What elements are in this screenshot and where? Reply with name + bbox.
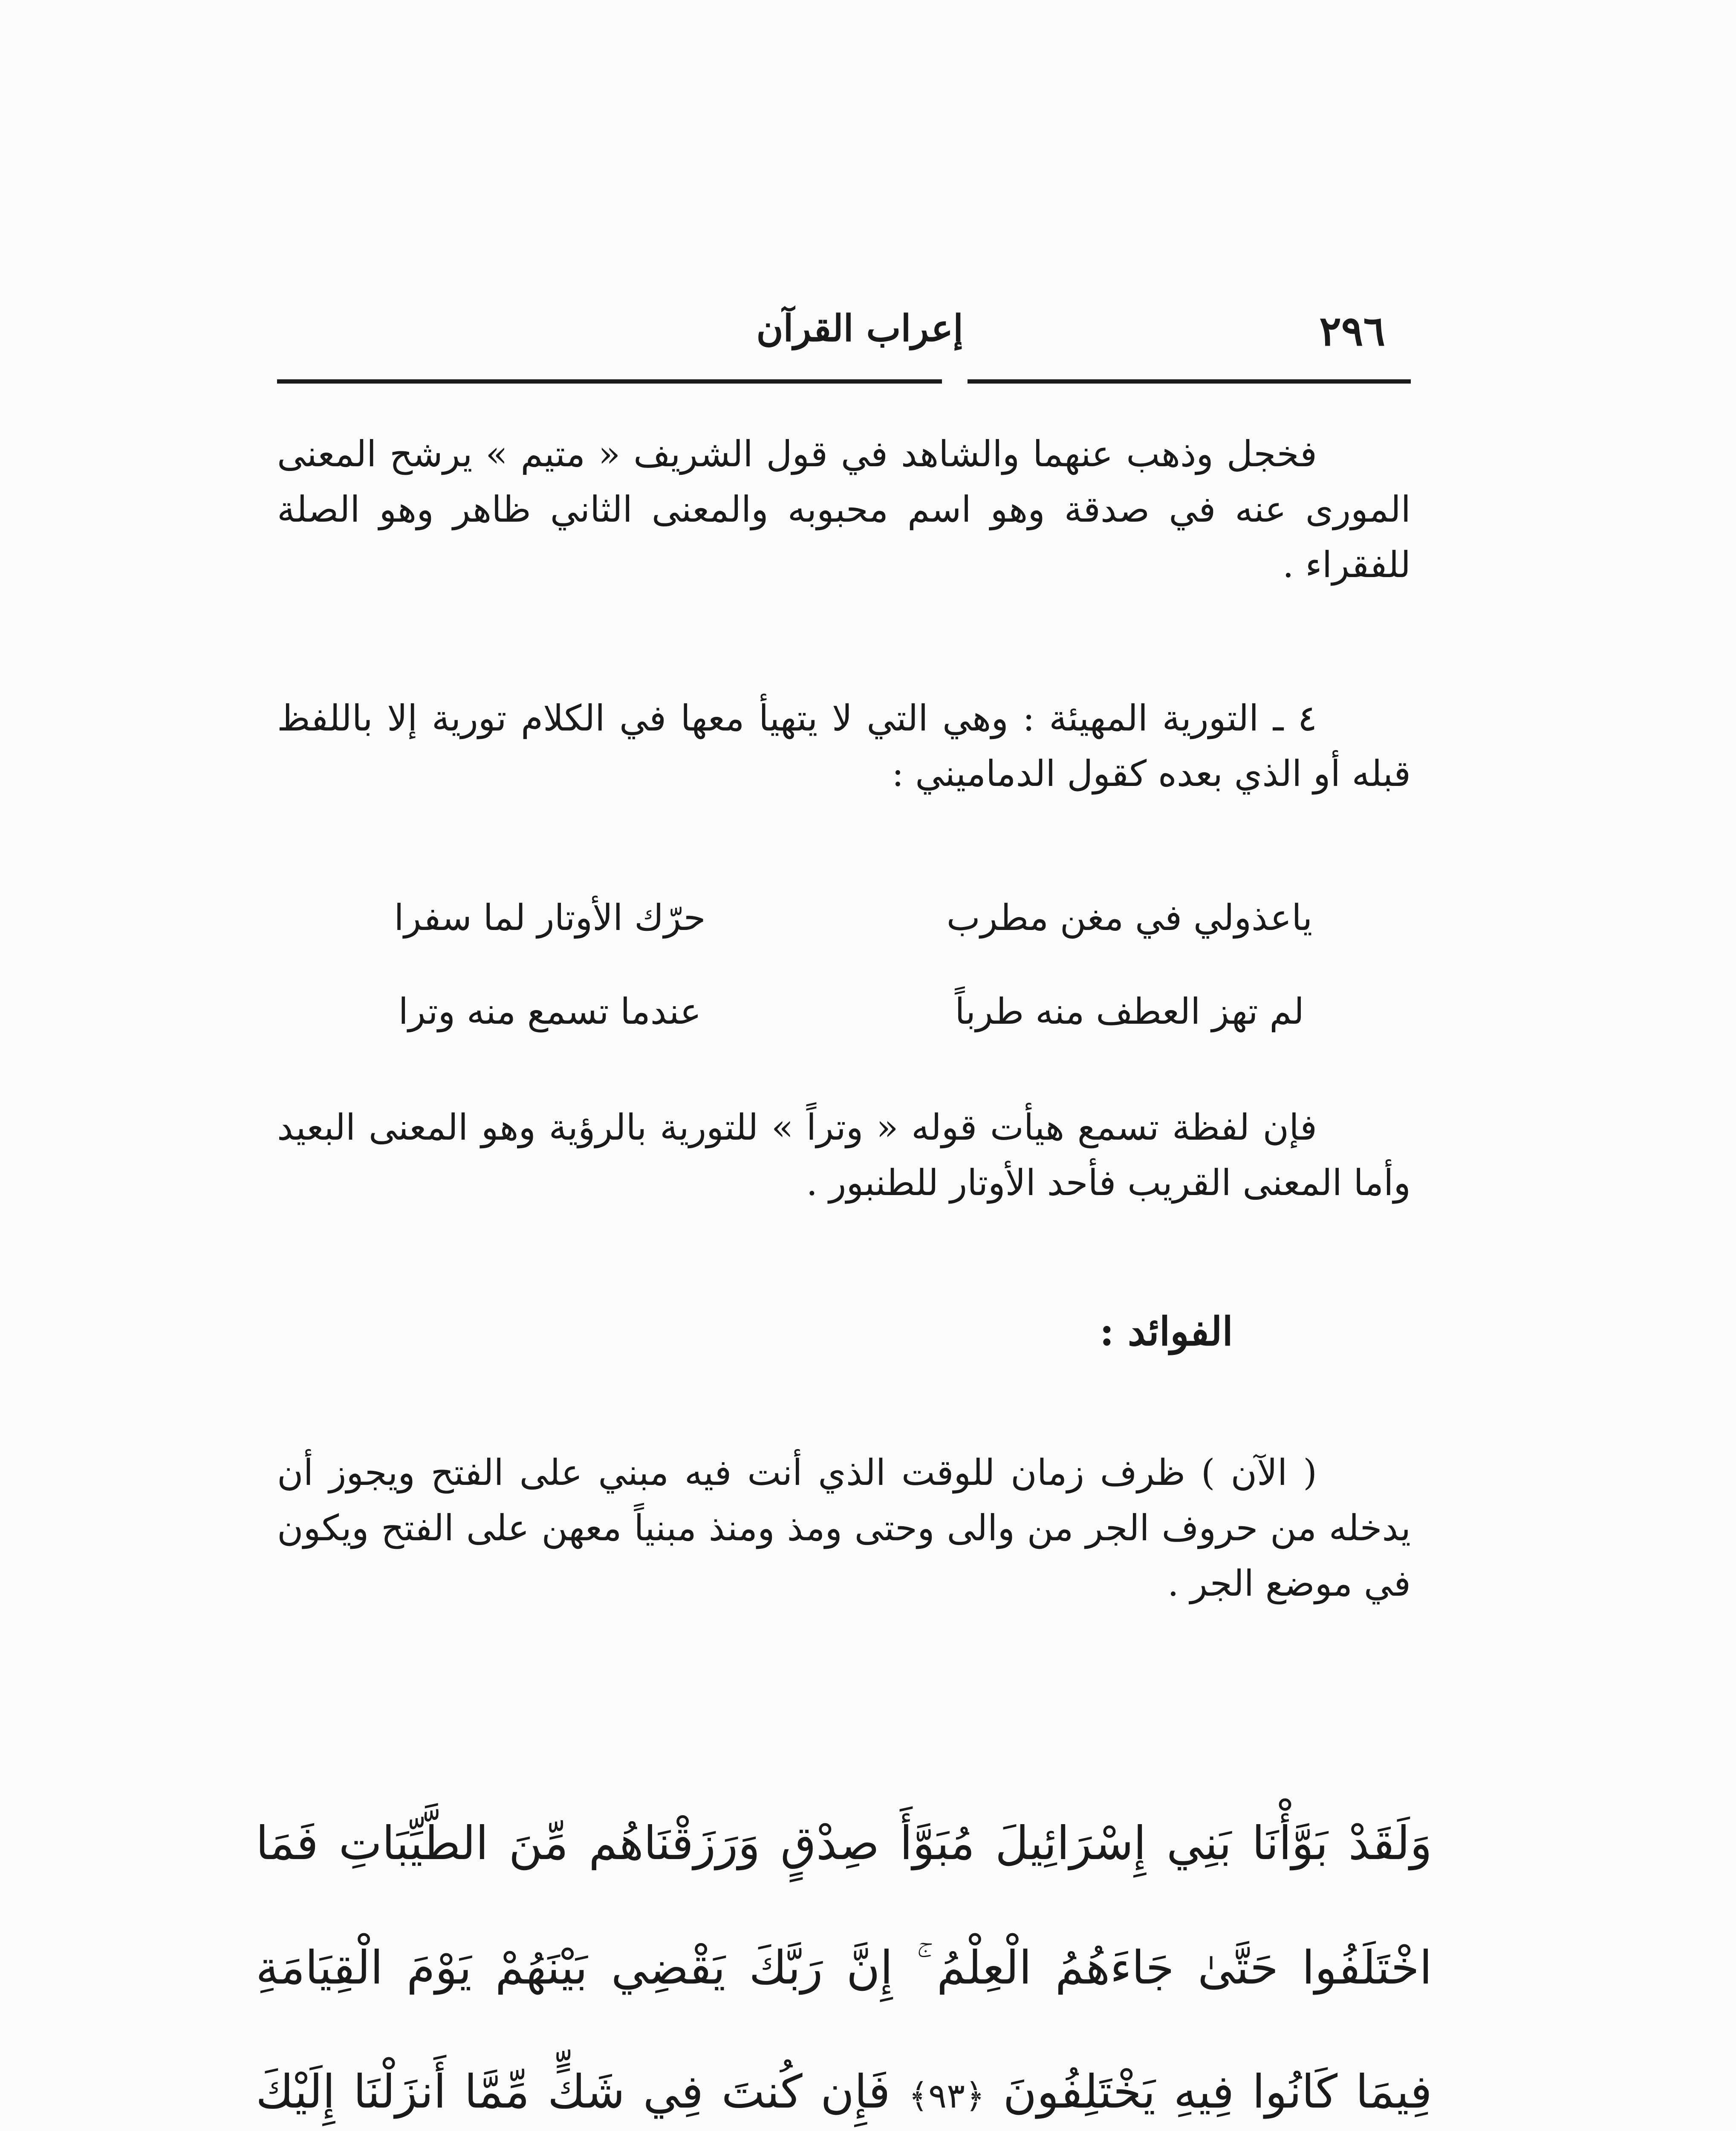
poem-verse-2-second-hemistich: عندما تسمع منه وترا	[398, 990, 702, 1032]
poem-verse-2-first-hemistich: لم تهز العطف منه طرباً	[955, 990, 1304, 1032]
quran-text-after-mark: فَإِن كُنتَ فِي شَكٍّ مِّمَّا أَنزَلْنَا إِلَيْكَ	[256, 2065, 890, 2119]
poem-verse-1-first-hemistich: ياعذولي في مغن مطرب	[946, 897, 1313, 938]
paragraph-benefit-al-aan: ( الآن ) ظرف زمان للوقت الذي أنت فيه مبني على الفتح ويجوز أن يدخله من حروف الجر من والى وحتى ومذ ومنذ مبنياً معهن على الفتح ويكون في موضع الجر .	[277, 1452, 1411, 1605]
page-header	[277, 298, 1411, 371]
poem-verse-1-second-hemistich: حرّك الأوتار لما سفرا	[394, 897, 706, 938]
poem-verse-2	[298, 985, 1381, 1038]
quran-text	[256, 1782, 1432, 2131]
paragraph-tawriya-muhayyia: ٤ ـ التورية المهيئة : وهي التي لا يتهيأ معها في الكلام تورية إلا باللفظ قبله أو الذي بعده كقول الدماميني :	[277, 697, 1411, 795]
header-rule-left	[277, 379, 942, 384]
running-title: إعراب القرآن	[756, 307, 963, 350]
ayah-number-mark: ﴿٩٣﴾	[908, 2076, 985, 2116]
section-heading-benefits: الفوائد :	[1099, 1308, 1233, 1354]
paragraph-after-poem: فإن لفظة تسمع هيأت قوله « وتراً » للتورية بالرؤية وهو المعنى البعيد وأما المعنى القريب فأحد الأوتار للطنبور .	[277, 1106, 1411, 1204]
header-rule-right	[968, 379, 1411, 384]
quran-text-before-mark: وَلَقَدْ بَوَّأْنَا بَنِي إِسْرَائِيلَ مُبَوَّأَ صِدْقٍ وَرَزَقْنَاهُم مِّنَ الطَّيِّبَاتِ فَمَا اخْتَلَفُوا حَتَّىٰ جَاءَهُمُ الْعِلْمُ ۚ إِنَّ رَبَّكَ يَقْضِي بَيْنَهُمْ يَوْمَ الْقِيَامَةِ فِيمَا كَانُوا فِيهِ يَخْتَلِفُونَ	[256, 1817, 1432, 2119]
paragraph-tawriya-explanation: فخجل وذهب عنهما والشاهد في قول الشريف « متيم » يرشح المعنى المورى عنه في صدقة وهو اسم محبوبه والمعنى الثاني ظاهر وهو الصلة للفقراء .	[277, 433, 1411, 586]
poem-verse-1	[298, 891, 1381, 944]
page-number: ٢٩٦	[1319, 307, 1385, 355]
